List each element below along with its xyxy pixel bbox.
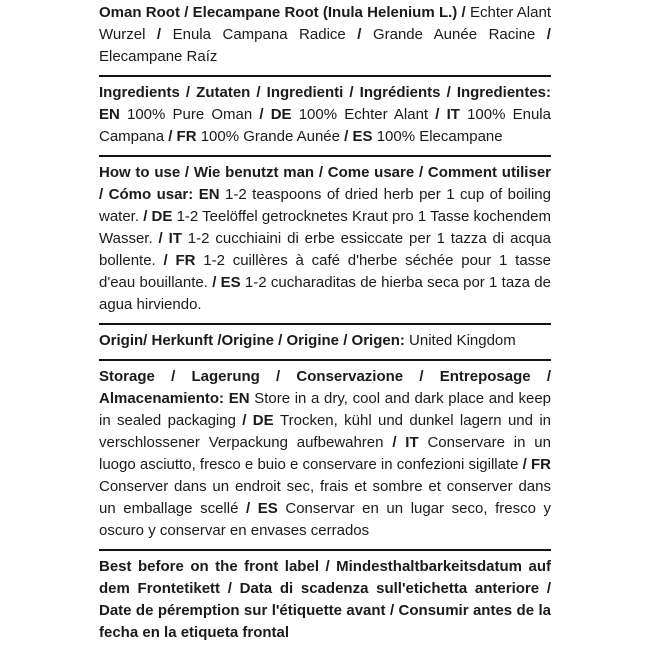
text-segment: / IT — [392, 434, 428, 451]
how-to-use-section — [99, 162, 551, 316]
section-divider — [99, 323, 551, 325]
best-before-section — [99, 556, 551, 644]
text-segment: / — [357, 26, 373, 43]
section-divider — [99, 75, 551, 77]
text-segment: / FR — [522, 456, 551, 473]
text-segment: Echter Alant Wurzel — [99, 4, 551, 43]
text-segment: / FR — [168, 128, 201, 145]
text-segment: EN — [99, 106, 127, 123]
text-segment: 100% Enula Campana — [99, 106, 551, 145]
text-segment: / IT — [435, 106, 468, 123]
text-segment: 1-2 cucchiaini di erbe essiccate per 1 tazza di acqua bollente. — [99, 230, 551, 269]
text-segment: Storage / Lagerung / Conservazione / Entreposage / Almacenamiento: — [99, 368, 551, 407]
text-segment: Oman Root / Elecampane Root (Inula Helenium L.) / — [99, 4, 470, 21]
origin-section — [99, 330, 551, 352]
text-segment: 100% Elecampane — [376, 128, 503, 145]
text-segment: Elecampane Raíz — [99, 48, 218, 65]
section-divider — [99, 359, 551, 361]
ingredients-section — [99, 82, 551, 148]
text-segment: / DE — [259, 106, 299, 123]
text-segment: 100% Pure Oman — [127, 106, 260, 123]
text-segment: 1-2 teaspoons of dried herb per 1 cup of boiling water. — [99, 186, 551, 225]
section-divider — [99, 549, 551, 551]
text-segment: EN — [198, 186, 226, 203]
text-segment: / ES — [246, 500, 286, 517]
text-segment: 100% Echter Alant — [298, 106, 436, 123]
text-segment: / DE — [143, 208, 177, 225]
text-segment: Store in a dry, cool and dark place and keep in sealed packaging — [99, 390, 552, 429]
text-segment: / — [546, 26, 551, 43]
text-segment: / IT — [158, 230, 188, 247]
text-segment: / ES — [344, 128, 377, 145]
text-segment: / DE — [242, 412, 280, 429]
text-segment: / ES — [212, 274, 245, 291]
text-segment: Grande Aunée Racine — [372, 26, 547, 43]
text-segment: Enula Campana Radice — [172, 26, 358, 43]
text-segment: United Kingdom — [409, 332, 516, 349]
text-segment: Ingredients / Zutaten / Ingredienti / Ingrédients / Ingredientes: — [99, 84, 551, 101]
text-segment: / FR — [163, 252, 204, 269]
text-segment: 1-2 Teelöffel getrocknetes Kraut pro 1 Tasse kochendem Wasser. — [99, 208, 552, 247]
text-segment: Conserver dans un endroit sec, frais et sombre et conserver dans un emballage scellé — [99, 478, 551, 517]
text-segment: Best before on the front label / Mindesthaltbarkeitsdatum auf dem Frontetikett / Data di scadenza sull'etichetta anteriore / Date de péremption sur l'étiquette avant / Consumir antes de la fecha en la etiqueta frontal — [99, 558, 551, 641]
text-segment: 1-2 cuillères à café d'herbe séchée pour 1 tasse d'eau bouillante. — [99, 252, 552, 291]
text-segment: / — [156, 26, 173, 43]
text-segment: 1-2 cucharaditas de hierba seca por 1 taza de agua hirviendo. — [99, 274, 551, 313]
storage-section — [99, 366, 551, 542]
section-divider — [99, 155, 551, 157]
text-segment: Origin/ Herkunft /Origine / Origine / Origen: — [99, 332, 410, 349]
text-segment: EN — [228, 390, 255, 407]
label-text-column — [99, 2, 551, 644]
text-segment: Conservare in un luogo asciutto, fresco e buio e conservare in confezioni sigillate — [99, 434, 551, 473]
text-segment: 100% Grande Aunée — [200, 128, 345, 145]
text-segment: Trocken, kühl und dunkel lagern und in verschlossener Verpackung aufbewahren — [99, 412, 552, 451]
text-segment: How to use / Wie benutzt man / Come usare / Comment utiliser / Cómo usar: — [99, 164, 551, 203]
text-segment: Conservar en un lugar seco, fresco y oscuro y conservar en envases cerrados — [99, 500, 552, 539]
product-title — [99, 2, 551, 68]
